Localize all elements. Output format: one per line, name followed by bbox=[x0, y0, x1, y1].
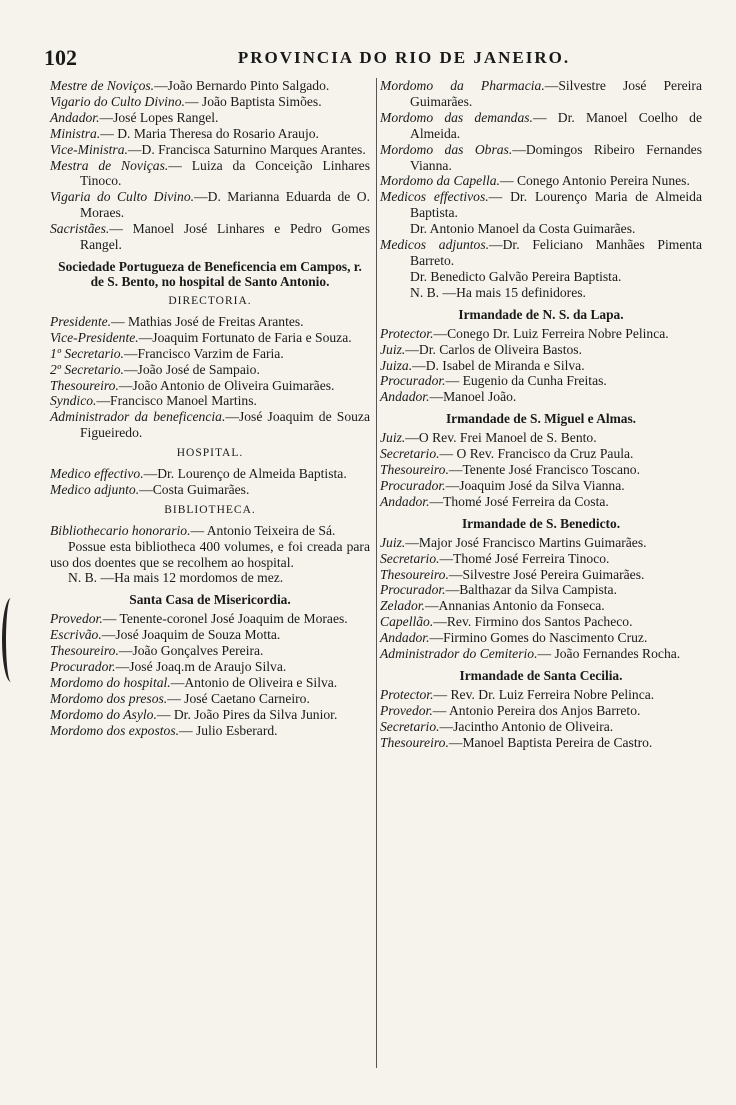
entry-role: Syndico. bbox=[50, 393, 97, 409]
entry-name: —Major José Francisco Martins Guimarães. bbox=[405, 534, 647, 550]
directory-entry bbox=[380, 373, 702, 389]
entry-role: Capellão. bbox=[380, 614, 434, 630]
directory-entry bbox=[380, 110, 702, 142]
directory-entry bbox=[380, 173, 702, 189]
entry-name: —João José de Sampaio. bbox=[123, 361, 260, 377]
entry-name: —Dr. Lourenço de Almeida Baptista. bbox=[143, 466, 347, 482]
entry-name: — Antonio Pereira dos Anjos Barreto. bbox=[432, 702, 641, 718]
entry-name: — João Fernandes Rocha. bbox=[537, 646, 681, 662]
entry-name: —Dr. Carlos de Oliveira Bastos. bbox=[405, 341, 582, 357]
directory-entry bbox=[50, 393, 370, 409]
entry-role: Procurador. bbox=[50, 659, 116, 675]
entry-role: Medico effectivo. bbox=[50, 466, 144, 482]
sub-heading: BIBLIOTHECA. bbox=[164, 503, 256, 516]
entry-name: —Domingos Ribeiro Fernandes Vianna. bbox=[410, 141, 702, 173]
directory-entry bbox=[50, 466, 370, 482]
entry-role: Mordomo dos presos. bbox=[50, 690, 168, 706]
entry-name: —Firmino Gomes do Nascimento Cruz. bbox=[429, 630, 648, 646]
entry-role: Thesoureiro. bbox=[380, 734, 449, 750]
entry-name: — Eugenio da Cunha Freitas. bbox=[445, 373, 607, 389]
directory-entry bbox=[380, 142, 702, 174]
entry-name: — O Rev. Francisco da Cruz Paula. bbox=[439, 446, 634, 462]
note-paragraph: Possue esta bibliotheca 400 volumes, e foi creada para uso dos doentes que se recolhem ao hospital. bbox=[50, 538, 370, 570]
running-title: PROVINCIA DO RIO DE JANEIRO. bbox=[237, 48, 571, 67]
section-heading: Irmandade de Santa Cecilia. bbox=[459, 668, 623, 683]
directory-entry bbox=[380, 630, 702, 646]
directory-entry bbox=[50, 221, 370, 253]
entry-name: — Rev. Dr. Luiz Ferreira Nobre Pelinca. bbox=[433, 687, 655, 702]
entry-name: —Joaquim José da Silva Vianna. bbox=[445, 477, 625, 493]
entry-role: Andador. bbox=[50, 109, 100, 125]
directory-entry bbox=[50, 158, 370, 190]
entry-name: —Costa Guimarães. bbox=[139, 481, 250, 497]
entry-role: Mordomo do Asylo. bbox=[50, 706, 157, 722]
entry-role: Procurador. bbox=[380, 373, 446, 389]
entry-role: Vigario do Culto Divino. bbox=[50, 93, 185, 109]
entry-name: —Dr. Feliciano Manhães Pimenta Barreto. bbox=[410, 237, 702, 268]
entry-role: Thesoureiro. bbox=[380, 462, 449, 478]
entry-name: —Annanias Antonio da Fonseca. bbox=[424, 598, 605, 614]
entry-name: —Balthazar da Silva Campista. bbox=[445, 582, 617, 598]
directory-entry bbox=[50, 627, 370, 643]
entry-role: Presidente. bbox=[50, 313, 112, 329]
directory-entry bbox=[50, 110, 370, 126]
entry-role: Administrador da beneficencia. bbox=[50, 409, 226, 425]
entry-name: —Silvestre José Pereira Guimarães. bbox=[448, 566, 645, 582]
entry-role: Mestra de Noviças. bbox=[50, 157, 169, 173]
note-paragraph: N. B. —Ha mais 12 mordomos de mez. bbox=[68, 570, 284, 586]
entry-role: Protector. bbox=[380, 687, 434, 702]
entry-name: — Antonio Teixeira de Sá. bbox=[190, 522, 336, 538]
entry-name: —Manoel Baptista Pereira de Castro. bbox=[448, 734, 653, 750]
margin-bracket-mark bbox=[2, 598, 20, 682]
entry-name: —José Lopes Rangel. bbox=[99, 109, 219, 125]
section-heading: Irmandade de N. S. da Lapa. bbox=[458, 306, 624, 322]
directory-entry bbox=[380, 494, 702, 510]
entry-role: Secretario. bbox=[380, 550, 440, 566]
page-header bbox=[44, 44, 704, 72]
directory-entry bbox=[380, 78, 702, 110]
entry-name: —Thomé José Ferreira da Costa. bbox=[429, 493, 609, 509]
entry-name: —D. Marianna Eduarda de O. Moraes. bbox=[80, 189, 370, 221]
entry-role: Provedor. bbox=[50, 611, 103, 627]
directory-entry bbox=[380, 582, 702, 598]
directory-entry bbox=[50, 643, 370, 659]
directory-entry bbox=[380, 446, 702, 462]
entry-name: —D. Francisca Saturnino Marques Arantes. bbox=[127, 141, 366, 157]
entry-role: Medico adjunto. bbox=[50, 481, 140, 497]
directory-entry bbox=[50, 346, 370, 362]
directory-entry bbox=[50, 362, 370, 378]
entry-role: Mordomo da Capella. bbox=[380, 173, 500, 189]
entry-role: Vice-Presidente. bbox=[50, 329, 139, 345]
directory-entry bbox=[50, 523, 370, 539]
directory-entry bbox=[50, 189, 370, 221]
directory-entry bbox=[380, 430, 702, 446]
entry-name: —Francisco Manoel Martins. bbox=[96, 393, 257, 409]
entry-name: —João Bernardo Pinto Salgado. bbox=[154, 78, 330, 93]
directory-entry bbox=[50, 142, 370, 158]
directory-entry bbox=[380, 567, 702, 583]
directory-entry bbox=[380, 551, 702, 567]
directory-entry bbox=[50, 78, 370, 94]
entry-role: Vigaria do Culto Divino. bbox=[50, 189, 195, 205]
directory-entry bbox=[380, 326, 702, 342]
directory-entry bbox=[50, 707, 370, 723]
entry-name: — Julio Esberard. bbox=[179, 722, 278, 738]
section-heading: Santa Casa de Misericordia. bbox=[129, 592, 291, 608]
entry-name: — Dr. João Pires da Silva Junior. bbox=[156, 706, 338, 722]
entry-role: Sacristães. bbox=[50, 221, 110, 237]
entry-role: Mordomo das demandas. bbox=[380, 109, 533, 125]
entry-role: Andador. bbox=[380, 630, 430, 646]
left-column bbox=[50, 78, 377, 1068]
entry-role: Andador. bbox=[380, 389, 430, 405]
entry-name: —Manoel João. bbox=[429, 389, 517, 405]
directory-entry bbox=[380, 646, 702, 662]
directory-entry bbox=[50, 94, 370, 110]
directory-entry bbox=[50, 330, 370, 346]
entry-name: — José Caetano Carneiro. bbox=[167, 690, 310, 706]
entry-name: — João Baptista Simões. bbox=[184, 93, 322, 109]
directory-entry bbox=[50, 691, 370, 707]
entry-role: Bibliothecario honorario. bbox=[50, 522, 191, 538]
entry-name: —Thomé José Ferreira Tinoco. bbox=[439, 550, 610, 566]
entry-name: — Luiza da Conceição Linhares Tinoco. bbox=[80, 157, 370, 189]
entry-name: —José Joaquim de Souza Figueiredo. bbox=[80, 409, 370, 441]
entry-role: Procurador. bbox=[380, 477, 446, 493]
directory-entry-continued: Dr. Antonio Manoel da Costa Guimarães. bbox=[410, 221, 636, 237]
entry-name: —O Rev. Frei Manoel de S. Bento. bbox=[405, 430, 597, 446]
entry-role: Zelador. bbox=[380, 598, 425, 614]
directory-entry bbox=[380, 478, 702, 494]
entry-name: —João Antonio de Oliveira Guimarães. bbox=[118, 377, 335, 393]
directory-entry bbox=[50, 126, 370, 142]
entry-role: Secretario. bbox=[380, 718, 440, 734]
entry-role: Juiza. bbox=[380, 357, 413, 373]
entry-role: Juiz. bbox=[380, 534, 406, 550]
directory-entry bbox=[380, 703, 702, 719]
directory-entry bbox=[380, 358, 702, 374]
entry-role: Thesoureiro. bbox=[50, 643, 119, 659]
sub-heading: HOSPITAL. bbox=[176, 447, 244, 460]
entry-role: Thesoureiro. bbox=[50, 377, 119, 393]
section-heading: Sociedade Portugueza de Beneficencia em Campos, r. de S. Bento, no hospital de Santo Antonio. bbox=[58, 258, 362, 289]
directory-entry bbox=[380, 535, 702, 551]
directory-entry bbox=[380, 389, 702, 405]
entry-role: Mordomo da Pharmacia. bbox=[380, 78, 545, 93]
directory-entry-continued: N. B. —Ha mais 15 definidores. bbox=[410, 284, 586, 300]
entry-name: —Antonio de Oliveira e Silva. bbox=[170, 675, 338, 690]
directory-entry bbox=[380, 342, 702, 358]
directory-entry bbox=[50, 659, 370, 675]
entry-role: Procurador. bbox=[380, 582, 446, 598]
entry-name: — Manoel José Linhares e Pedro Gomes Rangel. bbox=[80, 221, 370, 253]
right-column bbox=[380, 78, 702, 751]
entry-role: Protector. bbox=[380, 325, 434, 341]
directory-entry bbox=[380, 189, 702, 221]
directory-entry bbox=[380, 735, 702, 751]
entry-role: Mordomo das Obras. bbox=[380, 141, 513, 157]
entry-role: Vice-Ministra. bbox=[50, 141, 128, 157]
sub-heading: DIRECTORIA. bbox=[168, 294, 252, 307]
entry-name: —Francisco Varzim de Faria. bbox=[123, 345, 284, 361]
directory-entry bbox=[380, 462, 702, 478]
entry-role: Mordomo dos expostos. bbox=[50, 722, 180, 738]
entry-name: —Rev. Firmino dos Santos Pacheco. bbox=[433, 614, 633, 630]
entry-name: —José Joaq.m de Araujo Silva. bbox=[115, 659, 287, 675]
entry-role: Juiz. bbox=[380, 341, 406, 357]
entry-role: Mestre de Noviços. bbox=[50, 78, 155, 93]
directory-entry bbox=[50, 314, 370, 330]
section-heading: Irmandade de S. Miguel e Almas. bbox=[445, 411, 637, 427]
entry-name: —João Gonçalves Pereira. bbox=[118, 643, 264, 659]
directory-entry bbox=[50, 378, 370, 394]
directory-entry-continued: Dr. Benedicto Galvão Pereira Baptista. bbox=[410, 268, 622, 284]
entry-name: — Tenente-coronel José Joaquim de Moraes. bbox=[102, 611, 348, 627]
entry-role: 1º Secretario. bbox=[50, 345, 124, 361]
entry-role: Administrador do Cemiterio. bbox=[380, 646, 538, 662]
entry-name: —Silvestre José Pereira Guimarães. bbox=[410, 78, 702, 109]
entry-role: Andador. bbox=[380, 493, 430, 509]
directory-entry bbox=[50, 675, 370, 691]
directory-entry bbox=[380, 237, 702, 269]
entry-name: — Mathias José de Freitas Arantes. bbox=[111, 313, 304, 329]
entry-role: Juiz. bbox=[380, 430, 406, 446]
entry-name: —Tenente José Francisco Toscano. bbox=[448, 462, 640, 478]
entry-role: 2º Secretario. bbox=[50, 361, 124, 377]
entry-name: —Joaquim Fortunato de Faria e Souza. bbox=[138, 329, 352, 345]
directory-entry bbox=[380, 614, 702, 630]
entry-name: —Jacintho Antonio de Oliveira. bbox=[439, 718, 614, 734]
entry-name: —Conego Dr. Luiz Ferreira Nobre Pelinca. bbox=[433, 325, 669, 341]
entry-role: Ministra. bbox=[50, 125, 101, 141]
entry-name: — D. Maria Theresa do Rosario Araujo. bbox=[100, 125, 319, 141]
entry-role: Mordomo do hospital. bbox=[50, 675, 171, 690]
entry-role: Escrivão. bbox=[50, 627, 102, 643]
directory-entry bbox=[380, 719, 702, 735]
directory-entry bbox=[380, 687, 702, 703]
page-number: 102 bbox=[44, 45, 77, 70]
entry-role: Medicos adjuntos. bbox=[380, 237, 490, 253]
entry-role: Thesoureiro. bbox=[380, 566, 449, 582]
entry-name: —José Joaquim de Souza Motta. bbox=[101, 627, 281, 643]
entry-role: Provedor. bbox=[380, 702, 433, 718]
section-heading: Irmandade de S. Benedicto. bbox=[461, 515, 621, 531]
entry-name: —D. Isabel de Miranda e Silva. bbox=[412, 357, 585, 373]
directory-entry bbox=[50, 611, 370, 627]
directory-entry bbox=[380, 598, 702, 614]
directory-entry bbox=[50, 482, 370, 498]
entry-name: — Conego Antonio Pereira Nunes. bbox=[499, 173, 690, 189]
directory-entry bbox=[50, 723, 370, 739]
directory-entry bbox=[50, 409, 370, 441]
entry-role: Secretario. bbox=[380, 446, 440, 462]
entry-name: — Dr. Manoel Coelho de Almeida. bbox=[410, 109, 702, 141]
entry-role: Medicos effectivos. bbox=[380, 189, 489, 205]
entry-name: — Dr. Lourenço Maria de Almeida Baptista. bbox=[410, 189, 702, 221]
